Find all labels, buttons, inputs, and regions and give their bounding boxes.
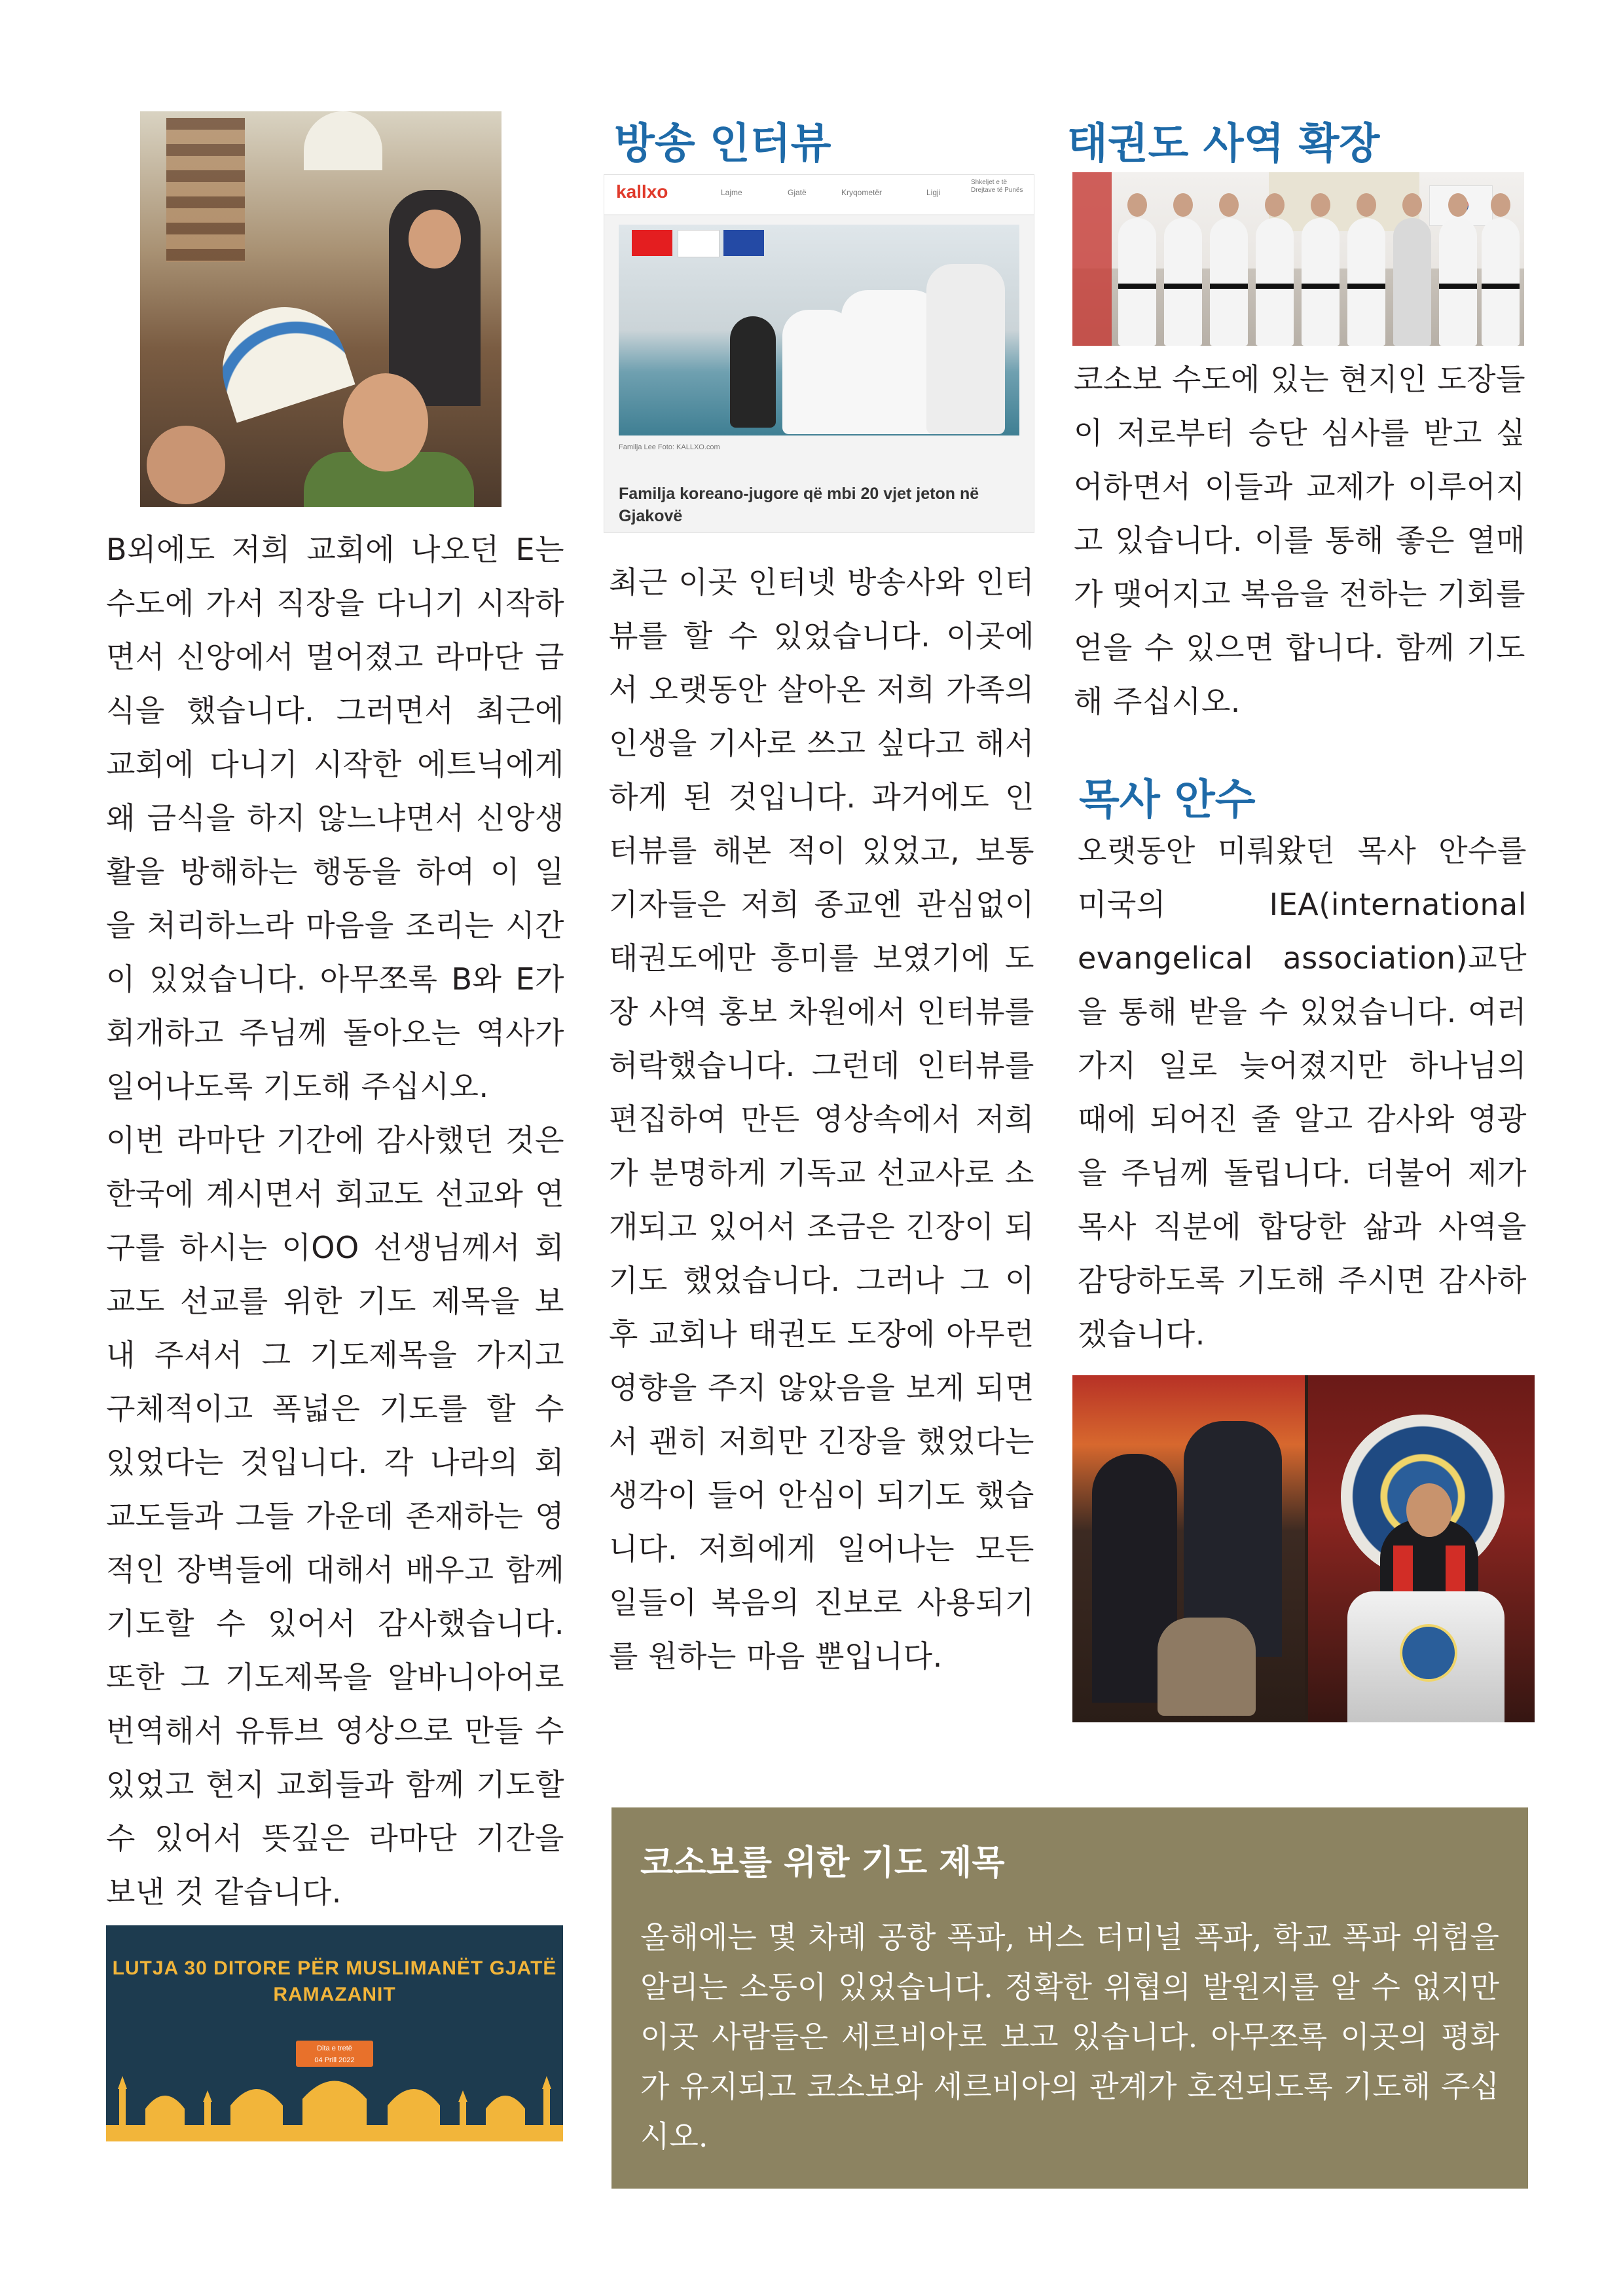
kosovo-prayer-box [611,1807,1528,2189]
poster-date: 04 Prill 2022 [314,2056,355,2064]
poster-day: Dita e tretë [317,2045,352,2052]
ramadan-prayer-poster [106,1925,563,2141]
prayer-box-body: 올해에는 몇 차례 공항 폭파, 버스 터미널 폭파, 학교 폭파 위험을 알리는 소동이 있었습니다. 정확한 위협의 발원지를 알 수 없지만 이곳 사람들은 세르비아로 보고 있습니다. 아무쪼록 이곳의 평화가 유지되고 코소보와 세르비아의 관계가 호전되도록 기도해 주십시오. [640,1919,1499,2154]
kallxo-logo: kallxo [616,181,668,202]
kallxo-article-screenshot [604,174,1034,533]
poster-title: LUTJA 30 DITORE PËR MUSLIMANËT GJATË RAMAZANIT [112,1957,557,2005]
mosque-skyline-icon [106,2063,563,2141]
children-with-fans-photo [140,111,501,507]
kallxo-nav-item: Gjatë [788,188,807,197]
column1-paragraph-1: B외에도 저희 교회에 나오던 E는 수도에 가서 직장을 다니기 시작하면서 신앙에서 멀어졌고 라마단 금식을 했습니다. 그러면서 최근에 교회에 다니기 시작한 에트닉에게 왜 금식을 하지 않느냐면서 신앙생활을 방해하는 행동을 하여 이 일을 처리하느라 마음을 조리는 시간이 있었습니다. 아무쪼록 B와 E가 회개하고 주님께 돌아오는 역사가 일어나도록 기도해 주십시오. [106,532,564,1104]
kallxo-nav-item: Kryqometër [841,188,883,197]
taekwondo-heading: 태권도 사역 확장 [1067,120,1380,168]
taekwondo-body: 코소보 수도에 있는 현지인 도장들이 저로부터 승단 심사를 받고 싶어하면서 이들과 교제가 이루어지고 있습니다. 이를 통해 좋은 열매가 맺어지고 복음을 전하는 기회를 얻을 수 있으면 합니다. 함께 기도해 주십시오. [1074,361,1525,719]
taekwondo-promotion-group-photo [1072,172,1524,346]
ordination-body: 오랫동안 미뤄왔던 목사 안수를 미국의 IEA(international evangelical association)교단을 통해 받을 수 있었습니다. 여러가지 일로 늦어졌지만 하나님의 때에 되어진 줄 알고 감사와 영광을 주님께 돌립니다. 더불어 제가 목사 직분에 합당한 삶과 사역을 감당하도록 기도해 주시면 감사하겠습니다. [1078,833,1527,1352]
kallxo-nav-item: Lajme [721,188,742,197]
column1-paragraph-2: 이번 라마단 기간에 감사했던 것은 한국에 계시면서 회교도 선교와 연구를 하시는 이OO 선생님께서 회교도 선교를 위한 기도 제목을 보내 주셔서 그 기도제목을 가지고 구체적이고 폭넓은 기도를 할 수 있었다는 것입니다. 각 나라의 회교도들과 그들 가운데 존재하는 영적인 장벽들에 대해서 배우고 함께 기도할 수 있어서 감사했습니다. 또한 그 기도제목을 알바니아어로 번역해서 유튜브 영상으로 만들 수 있었고 현지 교회들과 함께 기도할 수 있어서 뜻깊은 라마단 기간을 보낸 것 같습니다. [106,1122,564,1910]
article-headline: Familja koreano-jugore që mbi 20 vjet jeton në Gjakovë [619,485,979,525]
taekwondo-class-photo [619,225,1019,435]
broadcast-body: 최근 이곳 인터넷 방송사와 인터뷰를 할 수 있었습니다. 이곳에서 오랫동안 살아온 저희 가족의 인생을 기사로 쓰고 싶다고 해서 하게 된 것입니다. 과거에도 인터뷰를 해본 적이 있었고, 보통 기자들은 저희 종교엔 관심없이 태권도에만 흥미를 보였기에 도장 사역 홍보 차원에서 인터뷰를 허락했습니다. 그런데 인터뷰를 편집하여 만든 영상속에서 저희가 분명하게 기독교 선교사로 소개되고 있어서 조금은 긴장이 되기도 했었습니다. 그러나 그 이후 교회나 태권도 도장에 아무런 영향을 주지 않았음을 보게 되면서 괜히 저희만 긴장을 했었다는 생각이 들어 안심이 되기도 했습니다. 저희에게 일어나는 모든 일들이 복음의 진보로 사용되기를 원하는 마음 뿐입니다. [609,565,1034,1674]
photo-credit: Familja Lee Foto: KALLXO.com [619,443,720,451]
kallxo-nav [604,175,1034,215]
kallxo-nav-item: Shkeljet e të Drejtave të Punës [971,179,1023,194]
ordination-ceremony-photo [1072,1375,1535,1722]
ordination-heading: 목사 안수 [1079,776,1256,824]
broadcast-heading: 방송 인터뷰 [614,120,831,168]
kallxo-nav-item: Ligji [926,188,941,197]
prayer-box-title: 코소보를 위한 기도 제목 [640,1843,1005,1883]
